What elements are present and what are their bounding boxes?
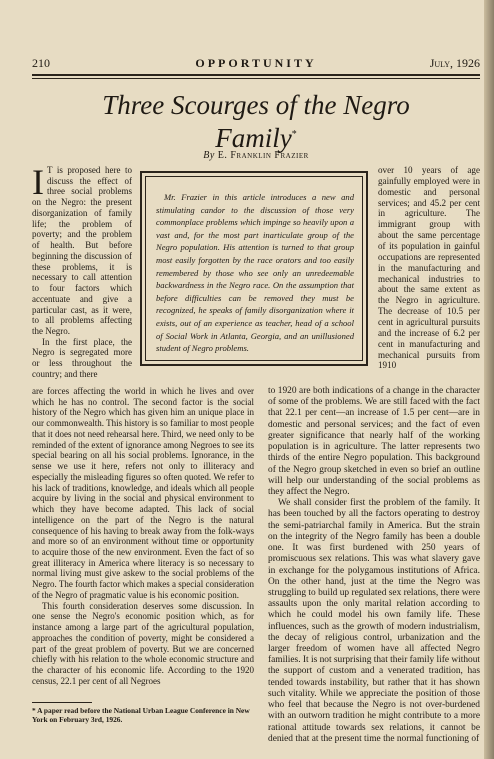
drop-cap: I bbox=[32, 162, 44, 202]
footnote-rule bbox=[32, 702, 92, 703]
running-header bbox=[32, 56, 480, 72]
article-title-line1: Three Scourges of the Negro bbox=[102, 90, 410, 120]
column-left-bottom bbox=[32, 386, 254, 687]
header-rule-thin bbox=[32, 78, 480, 79]
column-right-bottom bbox=[268, 386, 480, 745]
byline bbox=[32, 150, 480, 161]
editor-note-text: Mr. Frazier in this article introduces a new and stimulating candor to the discussion of those very commonplace problems which impinge so heavily upon a vast and, for the most part inarticulate group of the Negro population. His attention is turned to that group most easily forgotten by the race orators and too easily remembered by those who see only an unredeemable backwardness in the Negro race. On the assumption that before difficulties can be removed they must be recognized, he speaks of family disorganization where it exists, out of an experience as teacher, head of a school of Social Work in Atlanta, Georgia, and an unillusioned student of Negro problems. bbox=[156, 192, 354, 354]
opening-paragraph: I T is proposed here to discuss the effect of three social problems on the Negro: the present disorganization of family life; the problem of poverty; and the problem of health. But before beginning the discussion of these problems, it is necessary to call attention to four factors which accentuate and give a particular cast, as it were, to all problems affecting the Negro. bbox=[32, 162, 132, 337]
page-spine-shadow bbox=[484, 0, 494, 759]
column-right-top bbox=[378, 165, 480, 371]
editor-note-box bbox=[140, 171, 368, 366]
header-rule-thick bbox=[32, 74, 480, 76]
byline-by: By bbox=[203, 150, 215, 161]
paragraph: to 1920 are both indications of a change in the character of some of the problems. We are still faced with the fact that 22.1 per cent—an increase of 1.5 per cent—are in domestic and personal services; and the fact of even greater significance that nearly half of the working population is in agriculture. The latter represents two thirds of the entire Negro population. This background of the Negro group sketched in even so brief an outline will help our understanding of the social problems as they affect the Negro. bbox=[268, 386, 480, 497]
column-left-top bbox=[32, 162, 132, 380]
issue-date: July, 1926 bbox=[429, 56, 480, 70]
article-title bbox=[32, 90, 480, 153]
journal-title: OPPORTUNITY bbox=[195, 56, 317, 70]
page-number: 210 bbox=[32, 56, 50, 70]
paragraph: This fourth consideration deserves some discussion. In one sense the Negro's economic position which, as for instance among a large part of the agricultural population, approaches the condition of poverty, might be considered a part of the great problem of poverty. But we are concerned chiefly with his relation to the whole economic structure and the character of his economic life. According to the 1920 census, 22.1 per cent of all Negroes bbox=[32, 600, 254, 686]
author-name: E. Franklin Frazier bbox=[217, 150, 309, 161]
paragraph: over 10 years of age gainfully employed were in domestic and personal services; and 45.2 per cent in agriculture. The immigrant group with about the same percentage of its population in gainful occupations are represented in the manufacturing and mechanical industries to about the same extent as the Negro in agriculture. The decrease of 10.5 per cent in agricultural pursuits and the increase of 6.2 per cent in manufacturing and mechanical pursuits from 1910 bbox=[378, 165, 480, 371]
paragraph: are forces affecting the world in which he lives and over which he has no control. The second factor is the social history of the Negro which has given him an unique place in our commonwealth. This history is so familiar to most people that it does not need rehearsal here. Third, we need only to be reminded of the extent of ignorance among Negroes to see its special bearing on all his social problems. Ignorance, in the sense we use it here, refers not only to illiteracy and especially the misleading figures so often quoted. We refer to his lack of traditions, knowledge, and ideals which all people acquire by living in the social and physical environment to which they have become adapted. This lack of social intelligence on the part of the Negro is the natural consequence of his having to break away from the folk-ways and more so of an environment without time or opportunity to acquire those of the new environment. Even the fact of so great illiteracy in America where literacy is so necessary to normal living must give askew to the social problems of the Negro. The fourth factor which makes a special consideration of the Negro of pragmatic value is his economic position. bbox=[32, 386, 255, 600]
footnote-marker: * bbox=[291, 129, 297, 140]
paragraph: In the first place, the Negro is segregated more or less throughout the country; and there bbox=[32, 336, 132, 379]
footnote: * A paper read before the National Urban League Conference in New York on February 3rd, 1926. bbox=[32, 706, 250, 724]
paragraph: We shall consider first the problem of the family. It has been touched by all the factors operating to destroy the semi-patriarchal family in America. But the strain on the integrity of the Negro family has been a double one. It was first burdened with 250 years of promiscuous sex relations. This was what slavery gave in exchange for the polygamous institutions of Africa. On the other hand, just at the time the Negro was struggling to build up regulated sex relations, there were assaults upon the only marital relation according to which he could model his own family life. These influences, such as the growth of modern industrialism, the decay of religious control, urbanization and the larger freedom of women have all affected Negro families. It is not surprising that their family life without the support of custom and a venerated tradition, has tended towards instability, but rather that it has shown such vitality. While we appreciate the position of those who feel that because the Negro is not over-burdened with an outworn tradition he might contribute to a more rational attitude towards sex relations, it cannot be denied that at the present time the normal functioning of bbox=[268, 498, 480, 744]
article-title-line2: Family* bbox=[215, 123, 297, 153]
